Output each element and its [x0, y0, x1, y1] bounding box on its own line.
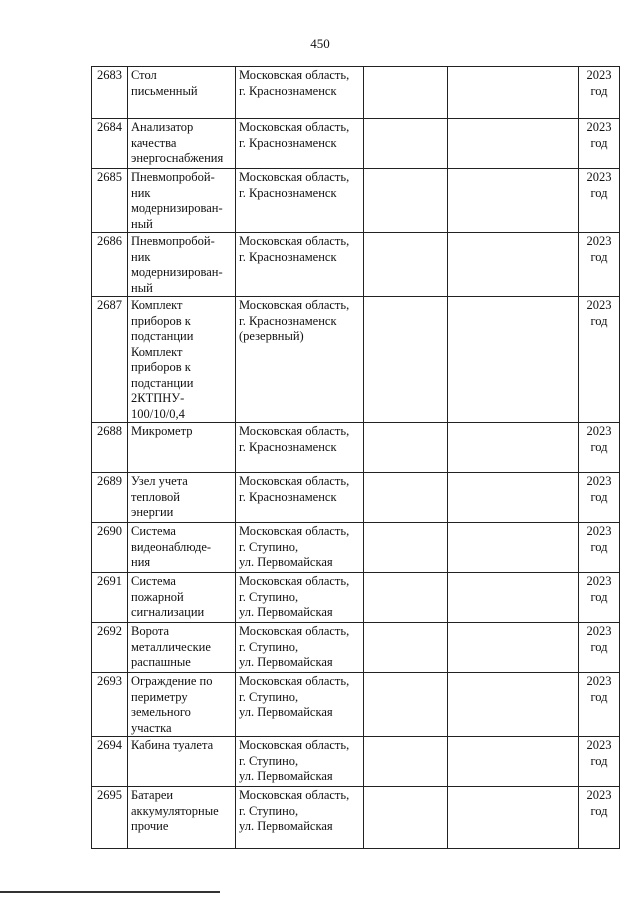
table-row — [92, 423, 620, 473]
item-name-line: Пневмопробой- — [131, 170, 215, 184]
item-name — [128, 473, 236, 523]
item-name — [128, 737, 236, 787]
item-year — [579, 673, 620, 737]
row-number: 2690 — [92, 523, 128, 573]
item-name-line: Ограждение по — [131, 674, 213, 688]
item-year-line: год — [590, 185, 608, 200]
item-name-line: пожарной — [131, 589, 184, 604]
item-year — [579, 787, 620, 849]
table-row — [92, 67, 620, 119]
item-year — [579, 737, 620, 787]
empty-cell-col4 — [364, 623, 448, 673]
item-year-line: год — [590, 439, 608, 454]
item-name-line: ник — [131, 249, 151, 264]
scan-edge-line — [0, 891, 220, 893]
item-year-line: 2023 — [586, 234, 612, 248]
item-year-line: год — [590, 249, 608, 264]
item-year-line: 2023 — [586, 738, 612, 752]
item-name-line: приборов к — [131, 360, 191, 374]
empty-cell-col5 — [448, 297, 579, 423]
item-name-line: ник — [131, 185, 151, 200]
empty-cell-col5 — [448, 169, 579, 233]
empty-cell-col4 — [364, 473, 448, 523]
table-row — [92, 169, 620, 233]
item-name-line: Комплект — [131, 298, 183, 312]
item-name-line: письменный — [131, 83, 198, 98]
item-name — [128, 623, 236, 673]
item-address-line: г. Ступино, — [239, 539, 299, 554]
item-name-line: ный — [131, 280, 153, 295]
item-year — [579, 119, 620, 169]
item-address — [236, 673, 364, 737]
item-address — [236, 573, 364, 623]
item-year-line: год — [590, 689, 608, 704]
empty-cell-col4 — [364, 523, 448, 573]
item-name-line: 2КТПНУ- — [131, 391, 185, 405]
item-name-line: участка — [131, 720, 172, 735]
item-name-line: Микрометр — [131, 424, 193, 438]
item-name-line: Кабина туалета — [131, 738, 214, 752]
item-name — [128, 233, 236, 297]
item-year-line: 2023 — [586, 298, 612, 312]
empty-cell-col4 — [364, 737, 448, 787]
empty-cell-col5 — [448, 523, 579, 573]
item-address-line: ул. Первомайская — [239, 555, 333, 569]
empty-cell-col5 — [448, 67, 579, 119]
item-address — [236, 67, 364, 119]
empty-cell-col5 — [448, 233, 579, 297]
table-row — [92, 673, 620, 737]
item-name — [128, 573, 236, 623]
item-name-line: Батареи — [131, 788, 174, 802]
table-body — [92, 67, 620, 849]
item-address — [236, 169, 364, 233]
table-row — [92, 787, 620, 849]
item-year — [579, 423, 620, 473]
item-name-line: Пневмопробой- — [131, 234, 215, 248]
item-year — [579, 233, 620, 297]
item-address-line: г. Краснознаменск — [239, 313, 337, 328]
item-address-line: г. Ступино, — [239, 689, 299, 704]
item-year-line: 2023 — [586, 524, 612, 538]
item-name-line: Система — [131, 574, 176, 588]
item-address — [236, 119, 364, 169]
empty-cell-col4 — [364, 573, 448, 623]
empty-cell-col5 — [448, 787, 579, 849]
item-address-line: Московская область, — [239, 788, 350, 802]
item-name-line: приборов к — [131, 313, 191, 328]
item-address-line: г. Ступино, — [239, 803, 299, 818]
empty-cell-col4 — [364, 787, 448, 849]
item-address — [236, 423, 364, 473]
table-row — [92, 119, 620, 169]
item-year-line: 2023 — [586, 474, 612, 488]
row-number: 2689 — [92, 473, 128, 523]
item-name-line: Стол — [131, 68, 157, 82]
item-name-line: видеонаблюде- — [131, 539, 212, 554]
item-name-line: Комплект — [131, 344, 183, 359]
empty-cell-col4 — [364, 169, 448, 233]
item-address-line: Московская область, — [239, 574, 350, 588]
item-name-line: аккумуляторные — [131, 803, 219, 818]
row-number: 2687 — [92, 297, 128, 423]
item-address-line: г. Краснознаменск — [239, 83, 337, 98]
item-name-line: периметру — [131, 689, 188, 704]
empty-cell-col5 — [448, 573, 579, 623]
item-name-line: сигнализации — [131, 605, 205, 619]
item-address-line: Московская область, — [239, 674, 350, 688]
page-number: 450 — [310, 36, 330, 51]
item-name — [128, 119, 236, 169]
item-address-line: ул. Первомайская — [239, 819, 333, 833]
empty-cell-col4 — [364, 297, 448, 423]
empty-cell-col5 — [448, 673, 579, 737]
item-year-line: год — [590, 313, 608, 328]
item-address-line: г. Ступино, — [239, 753, 299, 768]
item-address-line: г. Ступино, — [239, 639, 299, 654]
empty-cell-col5 — [448, 423, 579, 473]
item-year-line: год — [590, 803, 608, 818]
row-number: 2695 — [92, 787, 128, 849]
item-name — [128, 673, 236, 737]
table-row — [92, 297, 620, 423]
row-number: 2686 — [92, 233, 128, 297]
item-address-line: Московская область, — [239, 170, 350, 184]
item-name-line: 100/10/0,4 — [131, 406, 185, 421]
item-address-line: г. Краснознаменск — [239, 185, 337, 200]
item-year — [579, 473, 620, 523]
item-address-line: ул. Первомайская — [239, 655, 333, 669]
item-address-line: Московская область, — [239, 524, 350, 538]
item-year-line: год — [590, 639, 608, 654]
item-name-line: ный — [131, 216, 153, 231]
item-name — [128, 423, 236, 473]
item-address — [236, 523, 364, 573]
item-year-line: 2023 — [586, 170, 612, 184]
item-address-line: г. Краснознаменск — [239, 249, 337, 264]
row-number: 2693 — [92, 673, 128, 737]
item-address-line: Московская область, — [239, 738, 350, 752]
row-number: 2691 — [92, 573, 128, 623]
item-name-line: энергоснабжения — [131, 151, 224, 165]
item-address — [236, 233, 364, 297]
item-address — [236, 473, 364, 523]
item-year-line: 2023 — [586, 624, 612, 638]
item-year-line: 2023 — [586, 788, 612, 802]
empty-cell-col4 — [364, 233, 448, 297]
item-year-line: 2023 — [586, 120, 612, 134]
item-address — [236, 787, 364, 849]
item-name-line: земельного — [131, 705, 191, 719]
item-name-line: Узел учета — [131, 474, 188, 488]
row-number: 2685 — [92, 169, 128, 233]
item-year-line: год — [590, 83, 608, 98]
item-year — [579, 573, 620, 623]
table-row — [92, 573, 620, 623]
empty-cell-col4 — [364, 119, 448, 169]
item-address-line: Московская область, — [239, 424, 350, 438]
table-row — [92, 233, 620, 297]
item-year-line: 2023 — [586, 674, 612, 688]
item-address — [236, 737, 364, 787]
item-address-line: г. Краснознаменск — [239, 135, 337, 150]
item-name — [128, 297, 236, 423]
empty-cell-col5 — [448, 473, 579, 523]
item-name-line: качества — [131, 135, 177, 150]
item-address-line: г. Краснознаменск — [239, 489, 337, 504]
item-name-line: тепловой — [131, 489, 180, 504]
row-number: 2694 — [92, 737, 128, 787]
table-row — [92, 473, 620, 523]
item-name-line: подстанции — [131, 329, 194, 343]
item-year-line: 2023 — [586, 424, 612, 438]
item-name — [128, 67, 236, 119]
item-address — [236, 623, 364, 673]
row-number: 2692 — [92, 623, 128, 673]
item-name — [128, 169, 236, 233]
row-number: 2684 — [92, 119, 128, 169]
item-year — [579, 623, 620, 673]
item-name-line: модернизирован- — [131, 201, 223, 215]
item-year — [579, 297, 620, 423]
item-address-line: Московская область, — [239, 474, 350, 488]
item-year — [579, 169, 620, 233]
table-row — [92, 523, 620, 573]
item-name-line: Анализатор — [131, 120, 194, 134]
item-address — [236, 297, 364, 423]
item-address-line: Московская область, — [239, 120, 350, 134]
item-year-line: год — [590, 753, 608, 768]
table-row — [92, 737, 620, 787]
item-name-line: подстанции — [131, 375, 194, 390]
item-name-line: металлические — [131, 639, 211, 654]
item-name — [128, 787, 236, 849]
item-address-line: Московская область, — [239, 298, 350, 312]
empty-cell-col4 — [364, 67, 448, 119]
item-name-line: ния — [131, 555, 151, 569]
empty-cell-col5 — [448, 119, 579, 169]
item-address-line: г. Краснознаменск — [239, 439, 337, 454]
item-year-line: год — [590, 539, 608, 554]
item-address-line: (резервный) — [239, 329, 304, 343]
item-address-line: г. Ступино, — [239, 589, 299, 604]
empty-cell-col5 — [448, 737, 579, 787]
item-address-line: Московская область, — [239, 624, 350, 638]
empty-cell-col5 — [448, 623, 579, 673]
item-name-line: модернизирован- — [131, 265, 223, 279]
empty-cell-col4 — [364, 673, 448, 737]
item-name-line: Система — [131, 524, 176, 538]
item-year — [579, 67, 620, 119]
item-address-line: ул. Первомайская — [239, 705, 333, 719]
item-address-line: Московская область, — [239, 234, 350, 248]
item-name-line: энергии — [131, 505, 174, 519]
item-address-line: Московская область, — [239, 68, 350, 82]
item-name-line: Ворота — [131, 624, 170, 638]
row-number: 2683 — [92, 67, 128, 119]
row-number: 2688 — [92, 423, 128, 473]
item-name-line: прочие — [131, 819, 169, 833]
item-address-line: ул. Первомайская — [239, 605, 333, 619]
item-address-line: ул. Первомайская — [239, 769, 333, 783]
item-name — [128, 523, 236, 573]
item-year — [579, 523, 620, 573]
table-row — [92, 623, 620, 673]
property-table — [91, 66, 620, 849]
item-year-line: год — [590, 135, 608, 150]
item-year-line: 2023 — [586, 574, 612, 588]
item-year-line: год — [590, 589, 608, 604]
empty-cell-col4 — [364, 423, 448, 473]
item-year-line: год — [590, 489, 608, 504]
item-name-line: распашные — [131, 655, 191, 669]
item-year-line: 2023 — [586, 68, 612, 82]
